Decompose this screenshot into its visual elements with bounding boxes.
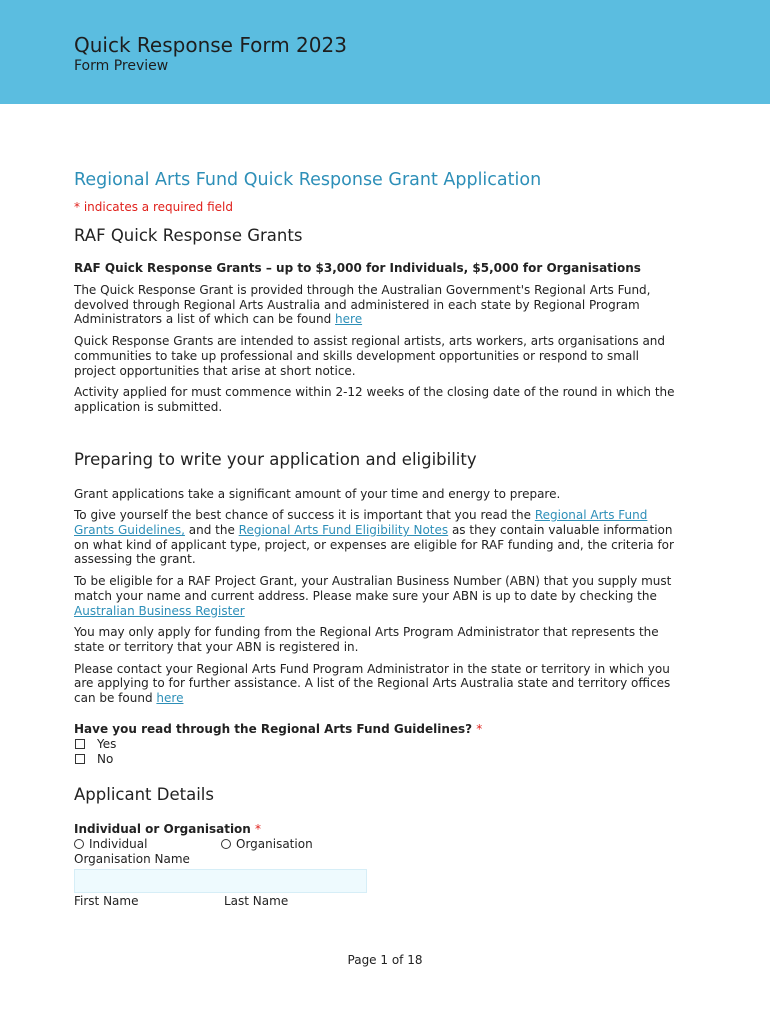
grants-guidelines-link[interactable]: Regional Arts Fund Grants Guidelines, [74,508,648,538]
guidelines-text-c: as they contain valuable information on what kind of applicant type, project, or expenses are eligible for RAF funding and, the criteria for assessing the grant. [74,523,674,567]
required-field-note: * indicates a required field [74,200,233,214]
form-header-title: Quick Response Form 2023 [74,33,347,57]
application-title: Regional Arts Fund Quick Response Grant Application [74,170,542,190]
state-offices-link[interactable]: here [156,691,184,706]
radio-individual[interactable] [74,837,221,852]
form-content [74,170,684,909]
section-title-raf-grants: RAF Quick Response Grants [74,226,303,245]
guidelines-option-yes[interactable] [74,737,684,752]
checkbox-yes[interactable] [75,739,85,749]
applicant-type-label: Individual or Organisation [74,821,251,836]
radio-individual-label: Individual [89,836,148,851]
radio-organisation-circle[interactable] [221,839,231,849]
grant-purpose-paragraph: Quick Response Grants are intended to assist regional artists, arts workers, arts organisations and communities to take up professional and skills development opportunities or respond to small project opportunities that arise at short notice. [74,334,666,378]
organisation-name-input[interactable] [74,869,367,893]
option-yes-label: Yes [97,736,117,751]
grant-intro-text: The Quick Response Grant is provided through the Australian Government's Regional Arts Fund, devolved through Regional Arts Australia and administered in each state by Regional Program Administrators a list of which can be found [74,283,651,327]
page-number: Page 1 of 18 [347,953,423,967]
guidelines-question-label: Have you read through the Regional Arts Fund Guidelines? [74,721,473,736]
checkbox-no[interactable] [75,754,85,764]
applicant-type-radio-group [74,837,684,852]
section-title-eligibility: Preparing to write your application and eligibility [74,449,477,469]
guidelines-text-a: To give yourself the best chance of success it is important that you read the [74,508,535,523]
section-title-applicant-details: Applicant Details [74,784,214,804]
radio-organisation[interactable] [221,837,313,852]
guidelines-question [74,722,684,737]
grant-intro-paragraph [74,283,684,327]
radio-individual-circle[interactable] [74,839,84,849]
guidelines-option-no[interactable] [74,752,684,767]
guidelines-paragraph [74,508,684,567]
form-header [0,0,770,104]
eligibility-notes-link[interactable]: Regional Arts Fund Eligibility Notes [238,523,449,538]
organisation-name-label: Organisation Name [74,851,190,866]
state-funding-paragraph: You may only apply for funding from the Regional Arts Program Administrator that represents the state or territory that your ABN is registered in. [74,625,659,654]
option-no-label: No [97,751,114,766]
form-header-subtitle: Form Preview [74,58,169,74]
name-labels-row [74,894,684,909]
required-asterisk: * [476,721,483,736]
last-name-label: Last Name [224,893,289,908]
guidelines-text-b: and the [184,523,239,538]
radio-organisation-label: Organisation [236,836,313,851]
required-asterisk: * [255,821,262,836]
abn-text: To be eligible for a RAF Project Grant, your Australian Business Number (ABN) that you supply must match your name and current address. Please make sure your ABN is up to date by checking the [74,574,672,603]
administrators-list-link[interactable]: here [335,312,363,327]
time-energy-paragraph: Grant applications take a significant amount of your time and energy to prepare. [74,486,561,501]
first-name-label: First Name [74,893,139,908]
business-register-link[interactable]: Australian Business Register [74,603,245,618]
contact-paragraph [74,662,684,706]
activity-timing-paragraph: Activity applied for must commence within 2-12 weeks of the closing date of the round in which the application is submitted. [74,385,675,414]
abn-paragraph [74,574,684,618]
grant-amounts-subhead: RAF Quick Response Grants – up to $3,000 for Individuals, $5,000 for Organisations [74,261,641,275]
applicant-type-question [74,822,684,837]
contact-text: Please contact your Regional Arts Fund Program Administrator in the state or territory in which you are applying to for further assistance. A list of the Regional Arts Australia state and territory offices can be found [74,661,671,706]
